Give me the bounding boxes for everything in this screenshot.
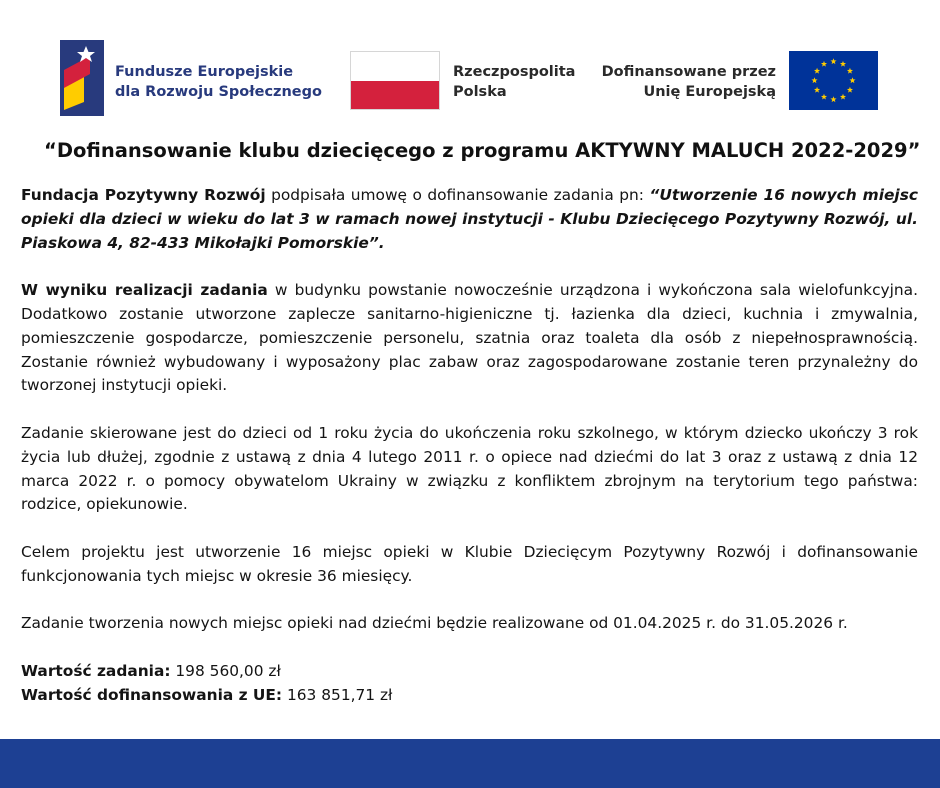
eu-funding-label: Wartość dofinansowania z UE: <box>21 685 283 704</box>
organization-name: Fundacja Pozytywny Rozwój <box>21 186 266 204</box>
fe-line1: Fundusze Europejskie <box>115 64 294 80</box>
paragraph-results <box>21 279 918 398</box>
paragraph-schedule: Zadanie tworzenia nowych miejsc opieki nad dziećmi będzie realizowane od 01.04.2025 r. do 31.05.2026 r. <box>21 614 848 633</box>
task-value-label: Wartość zadania: <box>21 661 171 680</box>
paragraph-target-group: Zadanie skierowane jest do dzieci od 1 roku życia do ukończenia roku szkolnego, w którym dziecko ukończy 3 rok życia lub dłużej, zgodnie z ustawą z dnia 4 lutego 2011 r. o opiece nad dziećmi do lat 3 oraz z ustawą z dnia 12 marca 2022 r. o pomocy obywatelom Ukrainy w związku z konfliktem zbrojnym na terytorium tego państwa: rodzice, opiekunowie. <box>21 423 918 514</box>
footer-band <box>0 739 940 788</box>
eu-line2: Unię Europejską <box>643 84 776 100</box>
task-value-amount: 198 560,00 zł <box>170 661 281 680</box>
task-name: “Utworzenie 16 nowych miejsc opieki dla dzieci w wieku do lat 3 w ramach nowej instytucji - Klubu Dziecięcego Pozytywny Rozwój, ul. Piaskowa 4, 82-433 Mikołajki Pomorskie”. <box>21 186 918 252</box>
agreement-text: podpisała umowę o dofinansowanie zadania pn: <box>265 186 650 204</box>
fundusze-europejskie-text <box>115 62 322 102</box>
fe-line2: dla Rozwoju Społecznego <box>115 84 322 100</box>
polish-flag-icon <box>350 51 440 110</box>
eu-flag-icon <box>789 51 878 110</box>
page-title: “Dofinansowanie klubu dziecięcego z programu AKTYWNY MALUCH 2022-2029” <box>44 139 921 162</box>
eu-cofinanced-text <box>600 62 776 102</box>
document-body <box>21 184 918 708</box>
logo-bar <box>0 0 940 125</box>
task-value-line <box>21 660 918 684</box>
paragraph-project-goal: Celem projektu jest utworzenie 16 miejsc opieki w Klubie Dziecięcym Pozytywny Rozwój i dofinansowanie funkcjonowania tych miejsc w okresie 36 miesięcy. <box>21 542 918 585</box>
results-lead: W wyniku realizacji zadania <box>21 281 268 300</box>
eu-funding-line <box>21 684 918 708</box>
rzeczpospolita-polska-text <box>453 62 575 102</box>
eu-funding-amount: 163 851,71 zł <box>282 685 393 704</box>
eu-line1: Dofinansowane przez <box>601 64 776 80</box>
paragraph-agreement <box>21 184 918 255</box>
pl-line1: Rzeczpospolita <box>453 64 576 80</box>
results-text: w budynku powstanie nowocześnie urządzona i wykończona sala wielofunkcyjna. Dodatkowo zostanie utworzone zaplecze sanitarno-higieniczne tj. łazienka dla dzieci, kuchnia i zmywalnia, pomieszczenie gospodarcze, pomieszczenie personelu, szatnia oraz toaleta dla osób z niepełnosprawnością. Zostanie również wybudowany i wyposażony plac zabaw oraz zagospodarowane zostanie teren przynależny do tworzonej instytucji opieki. <box>21 281 919 395</box>
fundusze-europejskie-logo-icon <box>60 40 104 116</box>
pl-line2: Polska <box>453 84 507 100</box>
